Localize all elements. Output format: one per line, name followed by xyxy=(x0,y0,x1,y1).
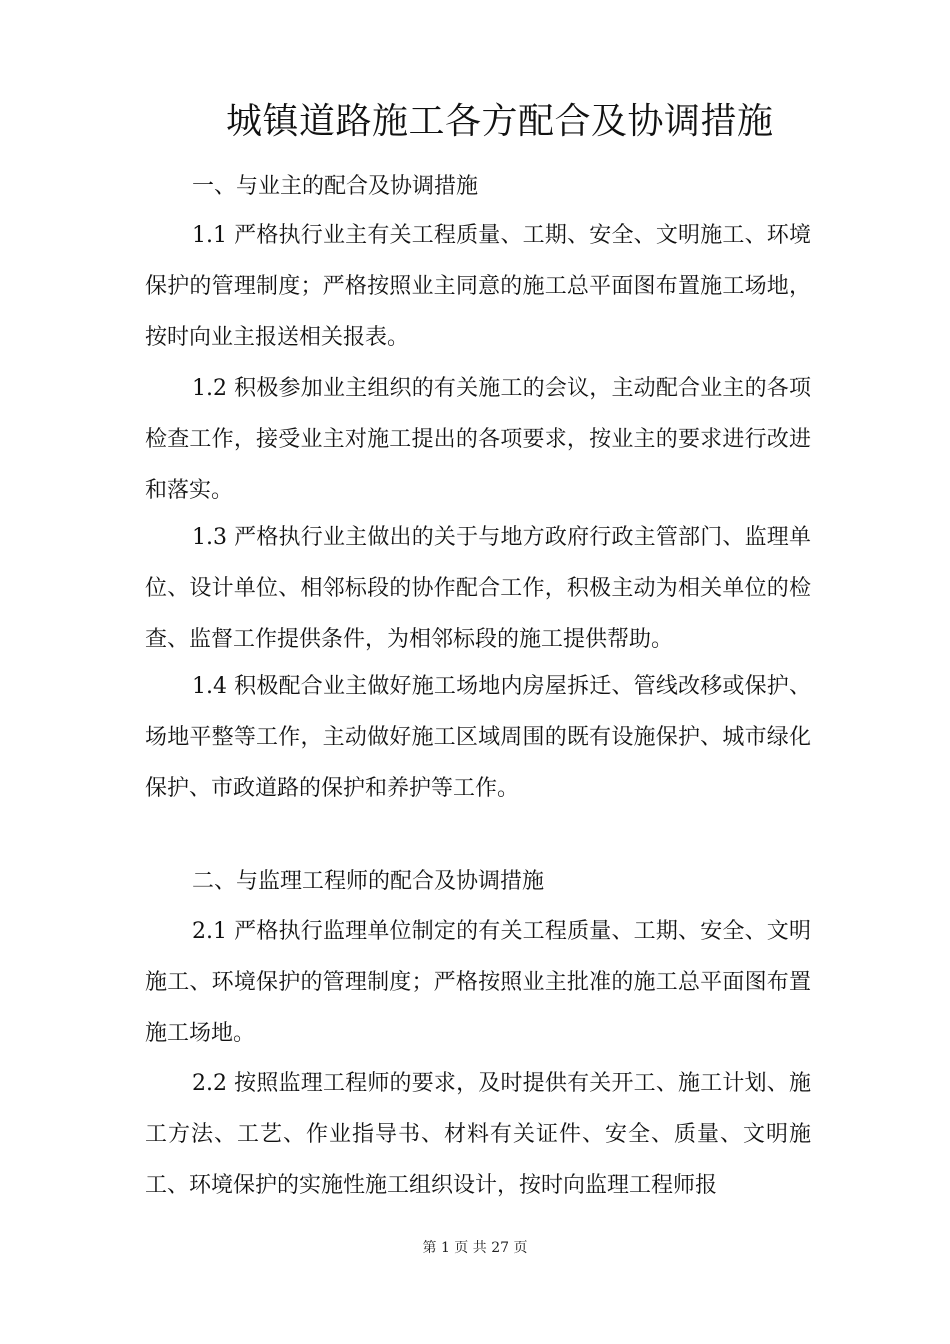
paragraph-2-2: 2.2 按照监理工程师的要求，及时提供有关开工、施工计划、施工方法、工艺、作业指导书、材料有关证件、安全、质量、文明施工、环境保护的实施性施工组织设计，按时向监理工程师报 xyxy=(145,1071,811,1198)
paragraph-1-3: 1.3 严格执行业主做出的关于与地方政府行政主管部门、监理单位、设计单位、相邻标段的协作配合工作，积极主动为相关单位的检查、监督工作提供条件，为相邻标段的施工提供帮助。 xyxy=(145,525,811,652)
paragraph-1-4: 1.4 积极配合业主做好施工场地内房屋拆迁、管线改移或保护、场地平整等工作，主动做好施工区域周围的既有设施保护、城市绿化保护、市政道路的保护和养护等工作。 xyxy=(145,674,811,801)
page-number-footer: 第 1 页 共 27 页 xyxy=(422,1240,528,1256)
paragraph-1-2: 1.2 积极参加业主组织的有关施工的会议，主动配合业主的各项检查工作，接受业主对施工提出的各项要求，按业主的要求进行改进和落实。 xyxy=(145,376,811,503)
section-heading-supervisor: 二、与监理工程师的配合及协调措施 xyxy=(192,869,545,894)
section-heading-owner: 一、与业主的配合及协调措施 xyxy=(192,174,479,199)
paragraph-2-1: 2.1 严格执行监理单位制定的有关工程质量、工期、安全、文明施工、环境保护的管理制度；严格按照业主批准的施工总平面图布置施工场地。 xyxy=(145,919,811,1046)
paragraph-1-1: 1.1 严格执行业主有关工程质量、工期、安全、文明施工、环境保护的管理制度；严格按照业主同意的施工总平面图布置施工场地，按时向业主报送相关报表。 xyxy=(145,223,811,350)
document-title: 城镇道路施工各方配合及协调措施 xyxy=(226,101,774,142)
